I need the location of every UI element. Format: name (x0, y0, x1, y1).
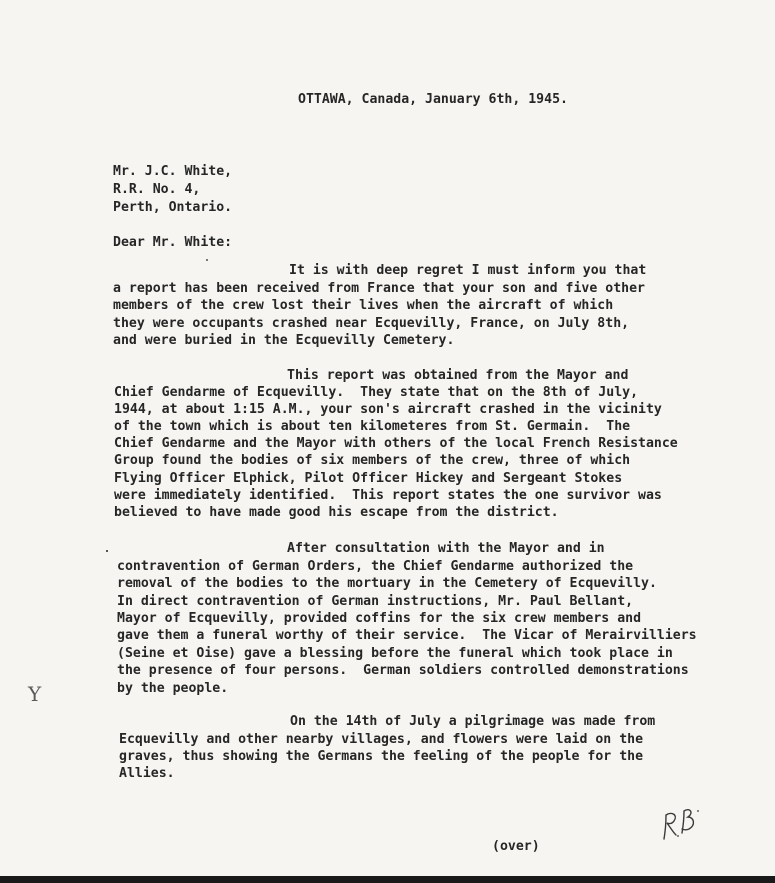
stray-mark (106, 550, 108, 552)
salutation: Dear Mr. White: (113, 235, 233, 250)
paragraph-4-line: Allies. (119, 766, 175, 781)
paragraph-2-line: Group found the bodies of six members of the crew, three of which (114, 453, 631, 468)
scan-border (0, 876, 775, 883)
paragraph-2-line: were immediately identified. This report states the one survivor was (114, 488, 662, 503)
address-line-2: R.R. No. 4, (113, 182, 201, 197)
paragraph-2-line: 1944, at about 1:15 A.M., your son's aircraft crashed in the vicinity (114, 402, 662, 417)
paragraph-3-line: In direct contravention of German instructions, Mr. Paul Bellant, (117, 594, 634, 609)
paragraph-3-line: by the people. (117, 681, 229, 696)
paragraph-2-line: This report was obtained from the Mayor and (287, 368, 629, 383)
paragraph-3-line: (Seine et Oise) gave a blessing before the funeral which took place in (117, 646, 673, 661)
paragraph-3-line: the presence of four persons. German soldiers controlled demonstrations (117, 663, 689, 678)
paragraph-1-line: members of the crew lost their lives when the aircraft of which (113, 298, 614, 313)
paragraph-3-line: removal of the bodies to the mortuary in the Cemetery of Ecquevilly. (117, 576, 657, 591)
paragraph-2-line: believed to have made good his escape from the district. (114, 505, 559, 520)
footer-over: (over) (492, 839, 540, 854)
paragraph-3-line: Mayor of Ecquevilly, provided coffins for the six crew members and (117, 611, 642, 626)
paragraph-3-line: After consultation with the Mayor and in (287, 541, 605, 556)
paragraph-4-line: graves, thus showing the Germans the feeling of the people for the (119, 749, 644, 764)
paragraph-4-line: On the 14th of July a pilgrimage was made from (290, 714, 656, 729)
stray-dot (206, 259, 208, 261)
handwritten-initials (660, 805, 708, 843)
paragraph-1-line: they were occupants crashed near Ecquevilly, France, on July 8th, (113, 316, 630, 331)
paragraph-2-line: Chief Gendarme and the Mayor with others of the local French Resistance (114, 436, 678, 451)
paragraph-2-line: Flying Officer Elphick, Pilot Officer Hickey and Sergeant Stokes (114, 471, 623, 486)
paragraph-4-line: Ecquevilly and other nearby villages, and flowers were laid on the (119, 732, 644, 747)
paragraph-2-line: of the town which is about ten kilometeres from St. Germain. The (114, 419, 631, 434)
dateline: OTTAWA, Canada, January 6th, 1945. (298, 92, 568, 107)
margin-mark: Y (28, 682, 42, 706)
address-line-1: Mr. J.C. White, (113, 164, 233, 179)
paragraph-1-line: and were buried in the Ecquevilly Cemetery. (113, 333, 455, 348)
paragraph-1-line: It is with deep regret I must inform you that (289, 263, 647, 278)
paragraph-2-line: Chief Gendarme of Ecquevilly. They state that on the 8th of July, (114, 385, 639, 400)
paragraph-3-line: contravention of German Orders, the Chief Gendarme authorized the (117, 559, 634, 574)
address-line-3: Perth, Ontario. (113, 200, 233, 215)
paragraph-3-line: gave them a funeral worthy of their service. The Vicar of Merairvilliers (117, 628, 697, 643)
paragraph-1-line: a report has been received from France that your son and five other (113, 281, 645, 296)
